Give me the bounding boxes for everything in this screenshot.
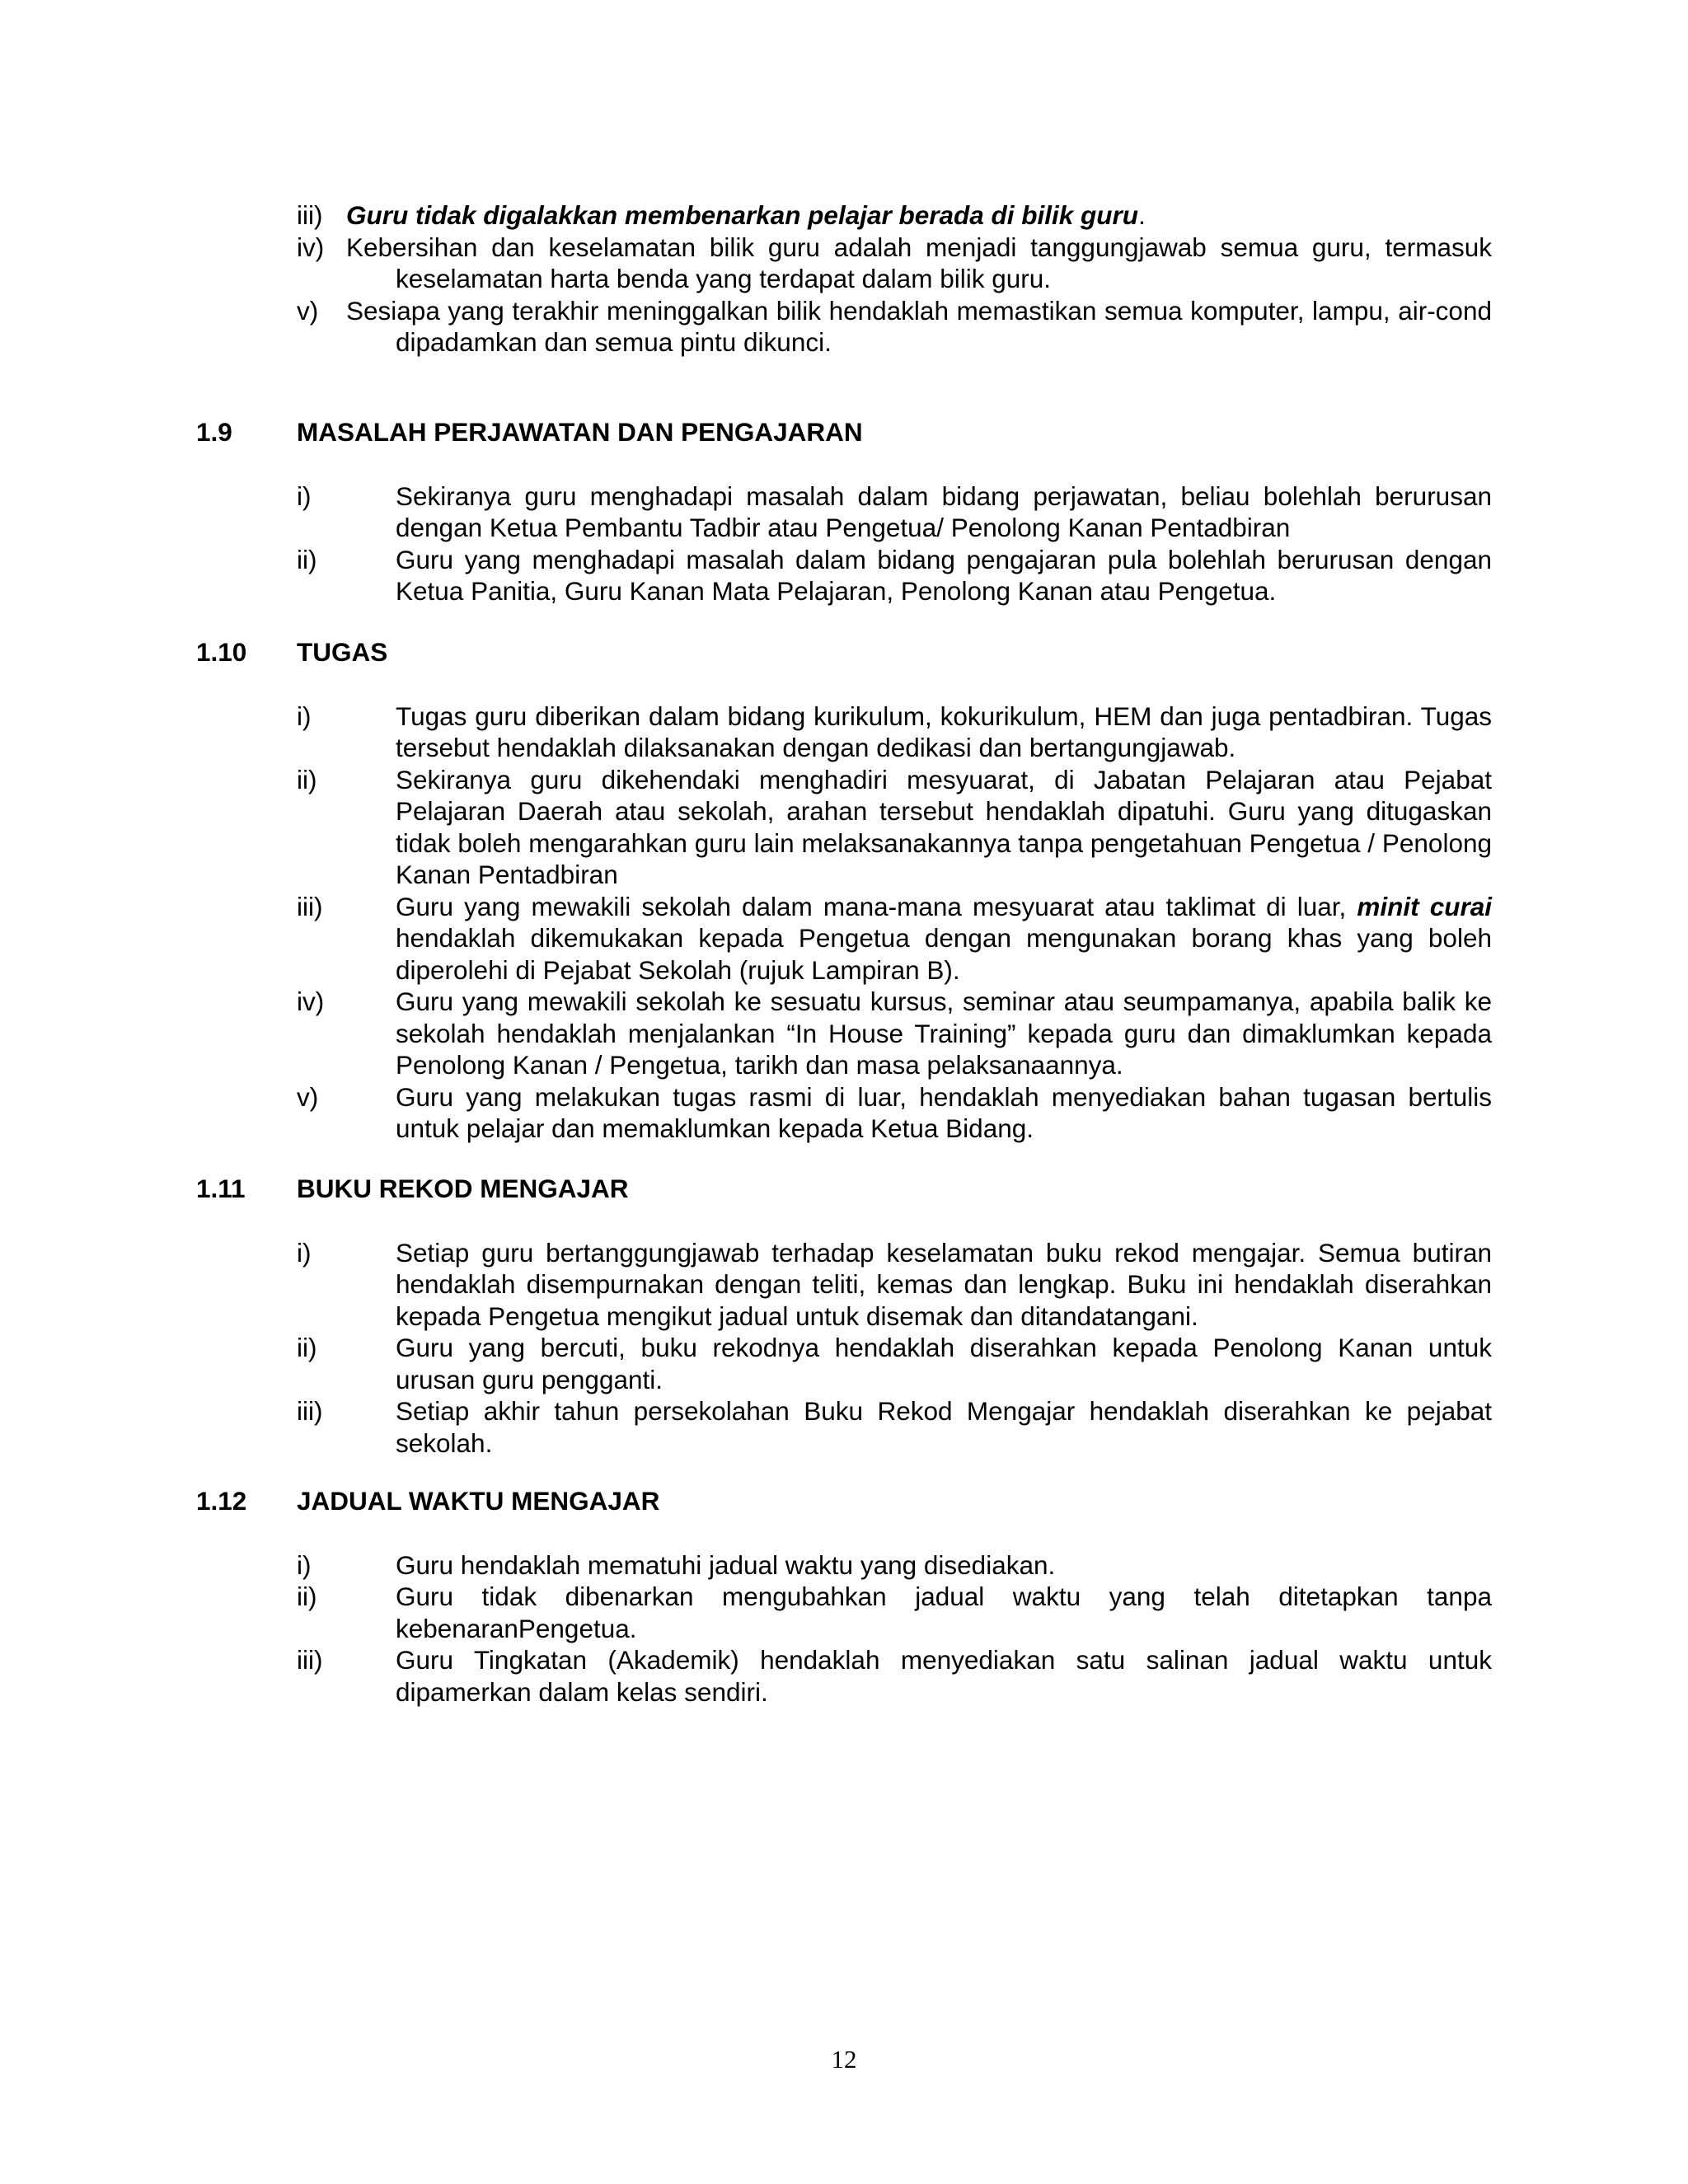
- item-text: Guru tidak dibenarkan mengubahkan jadual waktu yang telah ditetapkan tanpa kebenaranPengetua.: [396, 1582, 1492, 1643]
- item-number: ii): [297, 1333, 317, 1362]
- list-item: [297, 1395, 1492, 1459]
- emphasis-text: Guru tidak digalakkan membenarkan pelajar berada di bilik guru: [346, 200, 1139, 230]
- item-body: [396, 480, 1492, 544]
- section-heading: [196, 416, 1492, 448]
- item-text: Sekiranya guru dikehendaki menghadiri mesyuarat, di Jabatan Pelajaran atau Pejabat Pelajaran Daerah atau sekolah, arahan tersebut hendaklah dipatuhi. Guru yang ditugaskan tidak boleh mengarahkan guru lain melaksanakannya tanpa pengetahuan Pengetua / Penolong Kanan Pentadbiran: [396, 764, 1492, 889]
- section-number: 1.9: [196, 417, 232, 447]
- item-number: iii): [297, 891, 323, 921]
- item-number: v): [297, 1081, 319, 1112]
- item-body: [396, 764, 1492, 891]
- item-number: i): [297, 480, 312, 511]
- item-body: [396, 701, 1492, 764]
- section-title: TUGAS: [297, 637, 388, 667]
- item-text: Guru yang mewakili sekolah ke sesuatu kursus, seminar atau seumpamanya, apabila balik ke sekolah hendaklah menjalankan “In House Training” kepada guru dan dimaklumkan kepada Penolong Kanan / Pengetua, tarikh dan masa pelaksanaannya.: [396, 987, 1492, 1080]
- emphasis-text: minit curai: [1357, 891, 1492, 921]
- item-text: Guru Tingkatan (Akademik) hendaklah menyediakan satu salinan jadual waktu untuk dipamerkan dalam kelas sendiri.: [396, 1645, 1492, 1707]
- item-text: Sekiranya guru menghadapi masalah dalam bidang perjawatan, beliau bolehlah berurusan dengan Ketua Pembantu Tadbir atau Pengetua/ Penolong Kanan Pentadbiran: [396, 480, 1492, 542]
- list-item: [297, 1581, 1492, 1644]
- list-item: [297, 1332, 1492, 1395]
- list-item: [297, 1644, 1492, 1708]
- item-number: v): [297, 295, 319, 326]
- section-list: [297, 1237, 1492, 1460]
- list-item: [297, 764, 1492, 891]
- item-body: [396, 1081, 1492, 1145]
- item-number: iii): [297, 1645, 323, 1675]
- section-1-9: [196, 416, 1492, 607]
- item-text: Guru hendaklah mematuhi jadual waktu yang disediakan.: [396, 1549, 1056, 1580]
- item-text: Guru yang mewakili sekolah dalam mana-mana mesyuarat atau taklimat di luar,: [396, 891, 1357, 921]
- item-body: [396, 986, 1492, 1081]
- item-body: [396, 1237, 1492, 1333]
- section-list: [297, 701, 1492, 1145]
- list-item: [297, 1549, 1492, 1582]
- item-number: iii): [297, 200, 323, 230]
- item-number: iii): [297, 1396, 323, 1426]
- section-list: [297, 1549, 1492, 1708]
- section-number: 1.11: [196, 1174, 246, 1203]
- item-text: .: [1138, 200, 1146, 230]
- section-1-11: [196, 1173, 1492, 1459]
- intro-list: [297, 199, 1492, 359]
- item-number: iv): [297, 232, 325, 262]
- section-number: 1.12: [196, 1486, 247, 1516]
- item-text: hendaklah dikemukakan kepada Pengetua dengan mengunakan borang khas yang boleh diperolehi di Pejabat Sekolah (rujuk Lampiran B).: [396, 923, 1492, 985]
- section-number: 1.10: [196, 637, 247, 667]
- item-text: Sesiapa yang terakhir meninggalkan bilik hendaklah memastikan semua komputer, lampu, air-cond dipadamkan dan semua pintu dikunci.: [346, 295, 1492, 357]
- list-item: [297, 544, 1492, 607]
- item-text: Setiap guru bertanggungjawab terhadap keselamatan buku rekod mengajar. Semua butiran hendaklah disempurnakan dengan teliti, kemas dan lengkap. Buku ini hendaklah diserahkan kepada Pengetua mengikut jadual untuk disemak dan ditandatangani.: [396, 1237, 1492, 1331]
- section-1-12: [196, 1485, 1492, 1708]
- section-heading: [196, 1485, 1492, 1517]
- section-title: JADUAL WAKTU MENGAJAR: [297, 1486, 660, 1516]
- item-body: [346, 199, 1492, 232]
- item-body: [396, 1644, 1492, 1708]
- item-number: i): [297, 701, 312, 731]
- item-number: ii): [297, 1582, 317, 1611]
- item-body: [396, 1581, 1492, 1644]
- item-body: [346, 232, 1492, 295]
- item-body: [396, 891, 1492, 987]
- item-body: [396, 1332, 1492, 1395]
- list-item: [297, 295, 1492, 359]
- item-number: i): [297, 1237, 312, 1268]
- list-item: [297, 1081, 1492, 1145]
- section-title: BUKU REKOD MENGAJAR: [297, 1174, 629, 1203]
- list-item: [297, 480, 1492, 544]
- list-item: [297, 199, 1492, 232]
- item-body: [396, 1395, 1492, 1459]
- section-heading: [196, 636, 1492, 668]
- item-number: i): [297, 1549, 312, 1580]
- item-text: Kebersihan dan keselamatan bilik guru adalah menjadi tanggungjawab semua guru, termasuk keselamatan harta benda yang terdapat dalam bilik guru.: [346, 232, 1492, 293]
- list-item: [297, 701, 1492, 764]
- item-body: [396, 1549, 1492, 1582]
- item-text: Guru yang menghadapi masalah dalam bidang pengajaran pula bolehlah berurusan dengan Ketua Panitia, Guru Kanan Mata Pelajaran, Penolong Kanan atau Pengetua.: [396, 544, 1492, 606]
- item-text: Setiap akhir tahun persekolahan Buku Rekod Mengajar hendaklah diserahkan ke pejabat sekolah.: [396, 1396, 1492, 1458]
- item-text: Guru yang melakukan tugas rasmi di luar, hendaklah menyediakan bahan tugasan bertulis untuk pelajar dan memaklumkan kepada Ketua Bidang.: [396, 1081, 1492, 1143]
- section-list: [297, 480, 1492, 607]
- page-number: 12: [831, 2045, 857, 2074]
- item-body: [346, 295, 1492, 359]
- item-text: Guru yang bercuti, buku rekodnya hendaklah diserahkan kepada Penolong Kanan untuk urusan guru pengganti.: [396, 1333, 1492, 1394]
- item-text: Tugas guru diberikan dalam bidang kurikulum, kokurikulum, HEM dan juga pentadbiran. Tugas tersebut hendaklah dilaksanakan dengan dedikasi dan bertangungjawab.: [396, 701, 1492, 762]
- section-1-10: [196, 636, 1492, 1145]
- item-number: ii): [297, 764, 317, 794]
- item-number: iv): [297, 987, 325, 1016]
- item-number: ii): [297, 544, 317, 574]
- list-item: [297, 232, 1492, 295]
- list-item: [297, 986, 1492, 1081]
- item-body: [396, 544, 1492, 607]
- list-item: [297, 1237, 1492, 1333]
- list-item: [297, 891, 1492, 987]
- section-heading: [196, 1173, 1492, 1205]
- section-title: MASALAH PERJAWATAN DAN PENGAJARAN: [297, 417, 863, 447]
